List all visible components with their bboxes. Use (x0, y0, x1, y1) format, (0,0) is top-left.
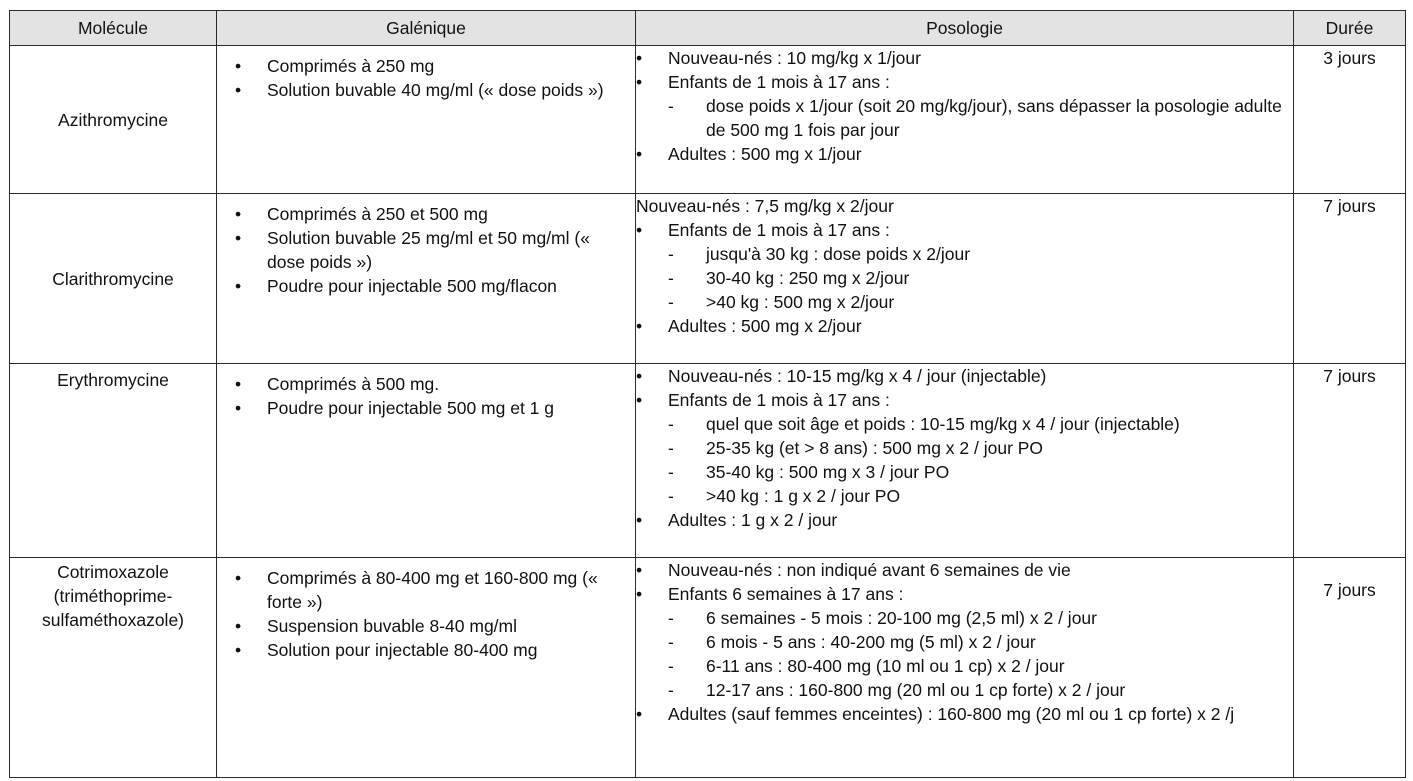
posologie-enfants-detail: - 6-11 ans : 80-400 mg (10 ml ou 1 cp) x 2 / jour (636, 654, 1293, 678)
molecule-cell (10, 194, 217, 364)
posologie-cell (636, 46, 1294, 194)
table-row-erythromycine (10, 364, 1406, 558)
galenique-cell (217, 46, 636, 194)
molecule-name: Cotrimoxazole (triméthoprime-sulfaméthoxazole) (41, 562, 185, 630)
galenique-cell (217, 558, 636, 778)
posologie-enfants-detail: - dose poids x 1/jour (soit 20 mg/kg/jour), sans dépasser la posologie adulte de 500 mg 1 fois par jour (636, 94, 1293, 142)
header-posologie: Posologie (636, 11, 1294, 46)
posologie-nouveau-nes: • Nouveau-nés : 10 mg/kg x 1/jour (636, 46, 1293, 70)
molecule-name: Azithromycine (58, 109, 168, 130)
posologie-enfants-detail: - 25-35 kg (et > 8 ans) : 500 mg x 2 / jour PO (636, 436, 1293, 460)
posologie-nouveau-nes: • Nouveau-nés : 10-15 mg/kg x 4 / jour (injectable) (636, 364, 1293, 388)
duree-cell: 3 jours (1294, 46, 1406, 194)
posologie-cell (636, 558, 1294, 778)
molecule-cell (10, 364, 217, 558)
galenique-item: • Solution pour injectable 80-400 mg (235, 638, 629, 662)
posologie-enfants-detail: - >40 kg : 500 mg x 2/jour (636, 290, 1293, 314)
molecule-name: Erythromycine (57, 370, 169, 390)
posologie-enfants-detail: - quel que soit âge et poids : 10-15 mg/kg x 4 / jour (injectable) (636, 412, 1293, 436)
galenique-item: • Comprimés à 80-400 mg et 160-800 mg (« forte ») (235, 566, 629, 614)
galenique-item: • Comprimés à 500 mg. (235, 372, 629, 396)
molecule-cell (10, 46, 217, 194)
posologie-enfants: • Enfants de 1 mois à 17 ans : (636, 70, 1293, 94)
galenique-item: • Poudre pour injectable 500 mg/flacon (235, 274, 629, 298)
duree-cell: 7 jours (1294, 558, 1406, 778)
posologie-enfants-detail: - 30-40 kg : 250 mg x 2/jour (636, 266, 1293, 290)
posologie-adultes: • Adultes : 1 g x 2 / jour (636, 508, 1293, 532)
posologie-enfants-detail: - 12-17 ans : 160-800 mg (20 ml ou 1 cp forte) x 2 / jour (636, 678, 1293, 702)
galenique-item: • Solution buvable 25 mg/ml et 50 mg/ml (« dose poids ») (235, 226, 629, 274)
header-molecule: Molécule (10, 11, 217, 46)
galenique-item: • Poudre pour injectable 500 mg et 1 g (235, 396, 629, 420)
posologie-enfants-detail: - 6 semaines - 5 mois : 20-100 mg (2,5 ml) x 2 / jour (636, 606, 1293, 630)
galenique-item: • Solution buvable 40 mg/ml (« dose poids ») (235, 78, 629, 102)
posologie-cell (636, 364, 1294, 558)
header-duree: Durée (1294, 11, 1406, 46)
header-galenique: Galénique (217, 11, 636, 46)
table-row-azithromycine (10, 46, 1406, 194)
galenique-item: • Comprimés à 250 mg (235, 54, 629, 78)
duree-cell: 7 jours (1294, 194, 1406, 364)
posologie-enfants-detail: - >40 kg : 1 g x 2 / jour PO (636, 484, 1293, 508)
posologie-enfants-detail: - jusqu'à 30 kg : dose poids x 2/jour (636, 242, 1293, 266)
posologie-adultes: • Adultes (sauf femmes enceintes) : 160-800 mg (20 ml ou 1 cp forte) x 2 /j (636, 702, 1293, 726)
posologie-enfants-detail: - 6 mois - 5 ans : 40-200 mg (5 ml) x 2 / jour (636, 630, 1293, 654)
galenique-item: • Suspension buvable 8-40 mg/ml (235, 614, 629, 638)
galenique-cell (217, 194, 636, 364)
duree-cell: 7 jours (1294, 364, 1406, 558)
posologie-enfants: • Enfants 6 semaines à 17 ans : (636, 582, 1293, 606)
galenique-item: • Comprimés à 250 et 500 mg (235, 202, 629, 226)
posologie-enfants: • Enfants de 1 mois à 17 ans : (636, 388, 1293, 412)
posologie-nouveau-nes: Nouveau-nés : 7,5 mg/kg x 2/jour (636, 196, 894, 216)
galenique-cell (217, 364, 636, 558)
posologie-cell (636, 194, 1294, 364)
table-row-cotrimoxazole (10, 558, 1406, 778)
posologie-nouveau-nes: • Nouveau-nés : non indiqué avant 6 semaines de vie (636, 558, 1293, 582)
posologie-adultes: • Adultes : 500 mg x 2/jour (636, 314, 1293, 338)
posologie-adultes: • Adultes : 500 mg x 1/jour (636, 142, 1293, 166)
dosage-table (9, 10, 1406, 778)
posologie-enfants: • Enfants de 1 mois à 17 ans : (636, 218, 1293, 242)
posologie-enfants-detail: - 35-40 kg : 500 mg x 3 / jour PO (636, 460, 1293, 484)
molecule-name: Clarithromycine (52, 268, 174, 289)
table-row-clarithromycine (10, 194, 1406, 364)
header-row (10, 11, 1406, 46)
molecule-cell (10, 558, 217, 778)
